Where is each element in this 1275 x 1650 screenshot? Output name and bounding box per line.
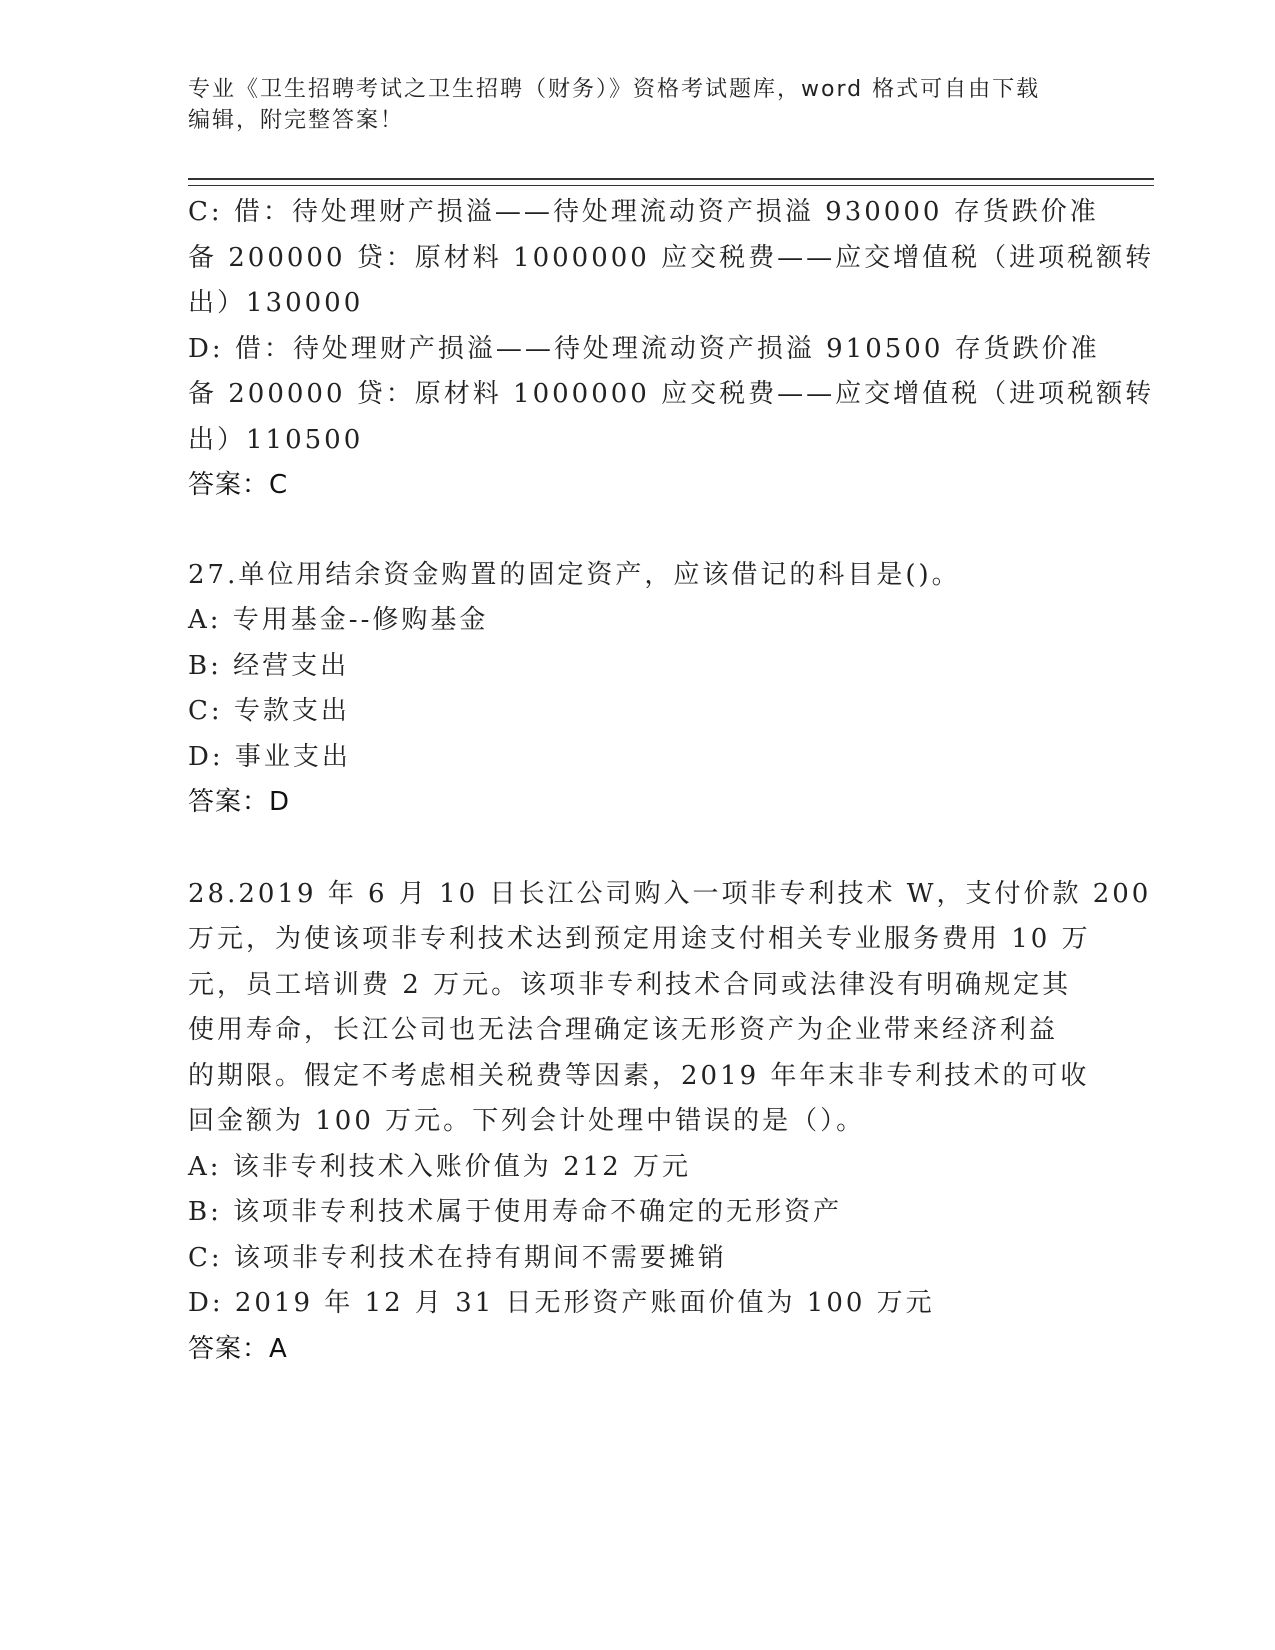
- option-c-line: C: 借：待处理财产损溢——待处理流动资产损溢 930000 存货跌价准: [188, 197, 1099, 227]
- question-stem-line: 的期限。假定不考虑相关税费等因素，2019 年年末非专利技术的可收: [188, 1060, 1090, 1091]
- option-a: A: 专用基金--修购基金: [188, 605, 489, 635]
- option-c-line: 出）130000: [188, 288, 364, 318]
- header-divider: [188, 178, 1154, 186]
- option-d: D: 2019 年 12 月 31 日无形资产账面价值为 100 万元: [188, 1288, 935, 1318]
- option-b: B: 该项非专利技术属于使用寿命不确定的无形资产: [188, 1197, 843, 1227]
- question-27: [188, 553, 1088, 826]
- question-stem-line: 回金额为 100 万元。下列会计处理中错误的是（）。: [188, 1106, 866, 1136]
- answer-label: 答案：A: [188, 1333, 288, 1364]
- question-stem-line: 28.2019 年 6 月 10 日长江公司购入一项非专利技术 W，支付价款 200: [188, 878, 1152, 909]
- header-line-1: 专业《卫生招聘考试之卫生招聘（财务）》资格考试题库，word 格式可自由下载: [188, 77, 1041, 102]
- header-line-2: 编辑，附完整答案！: [188, 108, 405, 133]
- question-stem: 27.单位用结余资金购置的固定资产，应该借记的科目是()。: [188, 559, 961, 590]
- answer-label: 答案：D: [188, 787, 291, 817]
- option-a: A: 该非专利技术入账价值为 212 万元: [188, 1151, 691, 1182]
- question-stem-line: 元，员工培训费 2 万元。该项非专利技术合同或法律没有明确规定其: [188, 969, 1072, 1000]
- option-c: C: 专款支出: [188, 696, 350, 726]
- option-c-line: 备 200000 贷：原材料 1000000 应交税费——应交增值税（进项税额转: [188, 242, 1155, 273]
- option-b: B: 经营支出: [188, 650, 350, 681]
- option-d-line: D: 借：待处理财产损溢——待处理流动资产损溢 910500 存货跌价准: [188, 333, 1100, 364]
- question-26-tail: [188, 190, 1155, 509]
- option-d: [188, 327, 1155, 464]
- document-body: [188, 190, 1155, 1372]
- spacer: [188, 826, 1088, 872]
- question-stem-line: 使用寿命，长江公司也无法合理确定该无形资产为企业带来经济利益: [188, 1015, 1059, 1045]
- option-d-line: 出）110500: [188, 424, 364, 455]
- question-stem-line: 万元，为使该项非专利技术达到预定用途支付相关专业服务费用 10 万: [188, 924, 1091, 954]
- spacer: [188, 509, 1088, 553]
- question-28: [188, 872, 1152, 1373]
- answer-label: 答案：C: [188, 470, 289, 500]
- option-c: C: 该项非专利技术在持有期间不需要摊销: [188, 1242, 727, 1273]
- option-c: [188, 190, 1155, 327]
- option-d-line: 备 200000 贷：原材料 1000000 应交税费——应交增值税（进项税额转: [188, 379, 1155, 409]
- option-d: D: 事业支出: [188, 741, 351, 772]
- page-header: [188, 74, 1088, 136]
